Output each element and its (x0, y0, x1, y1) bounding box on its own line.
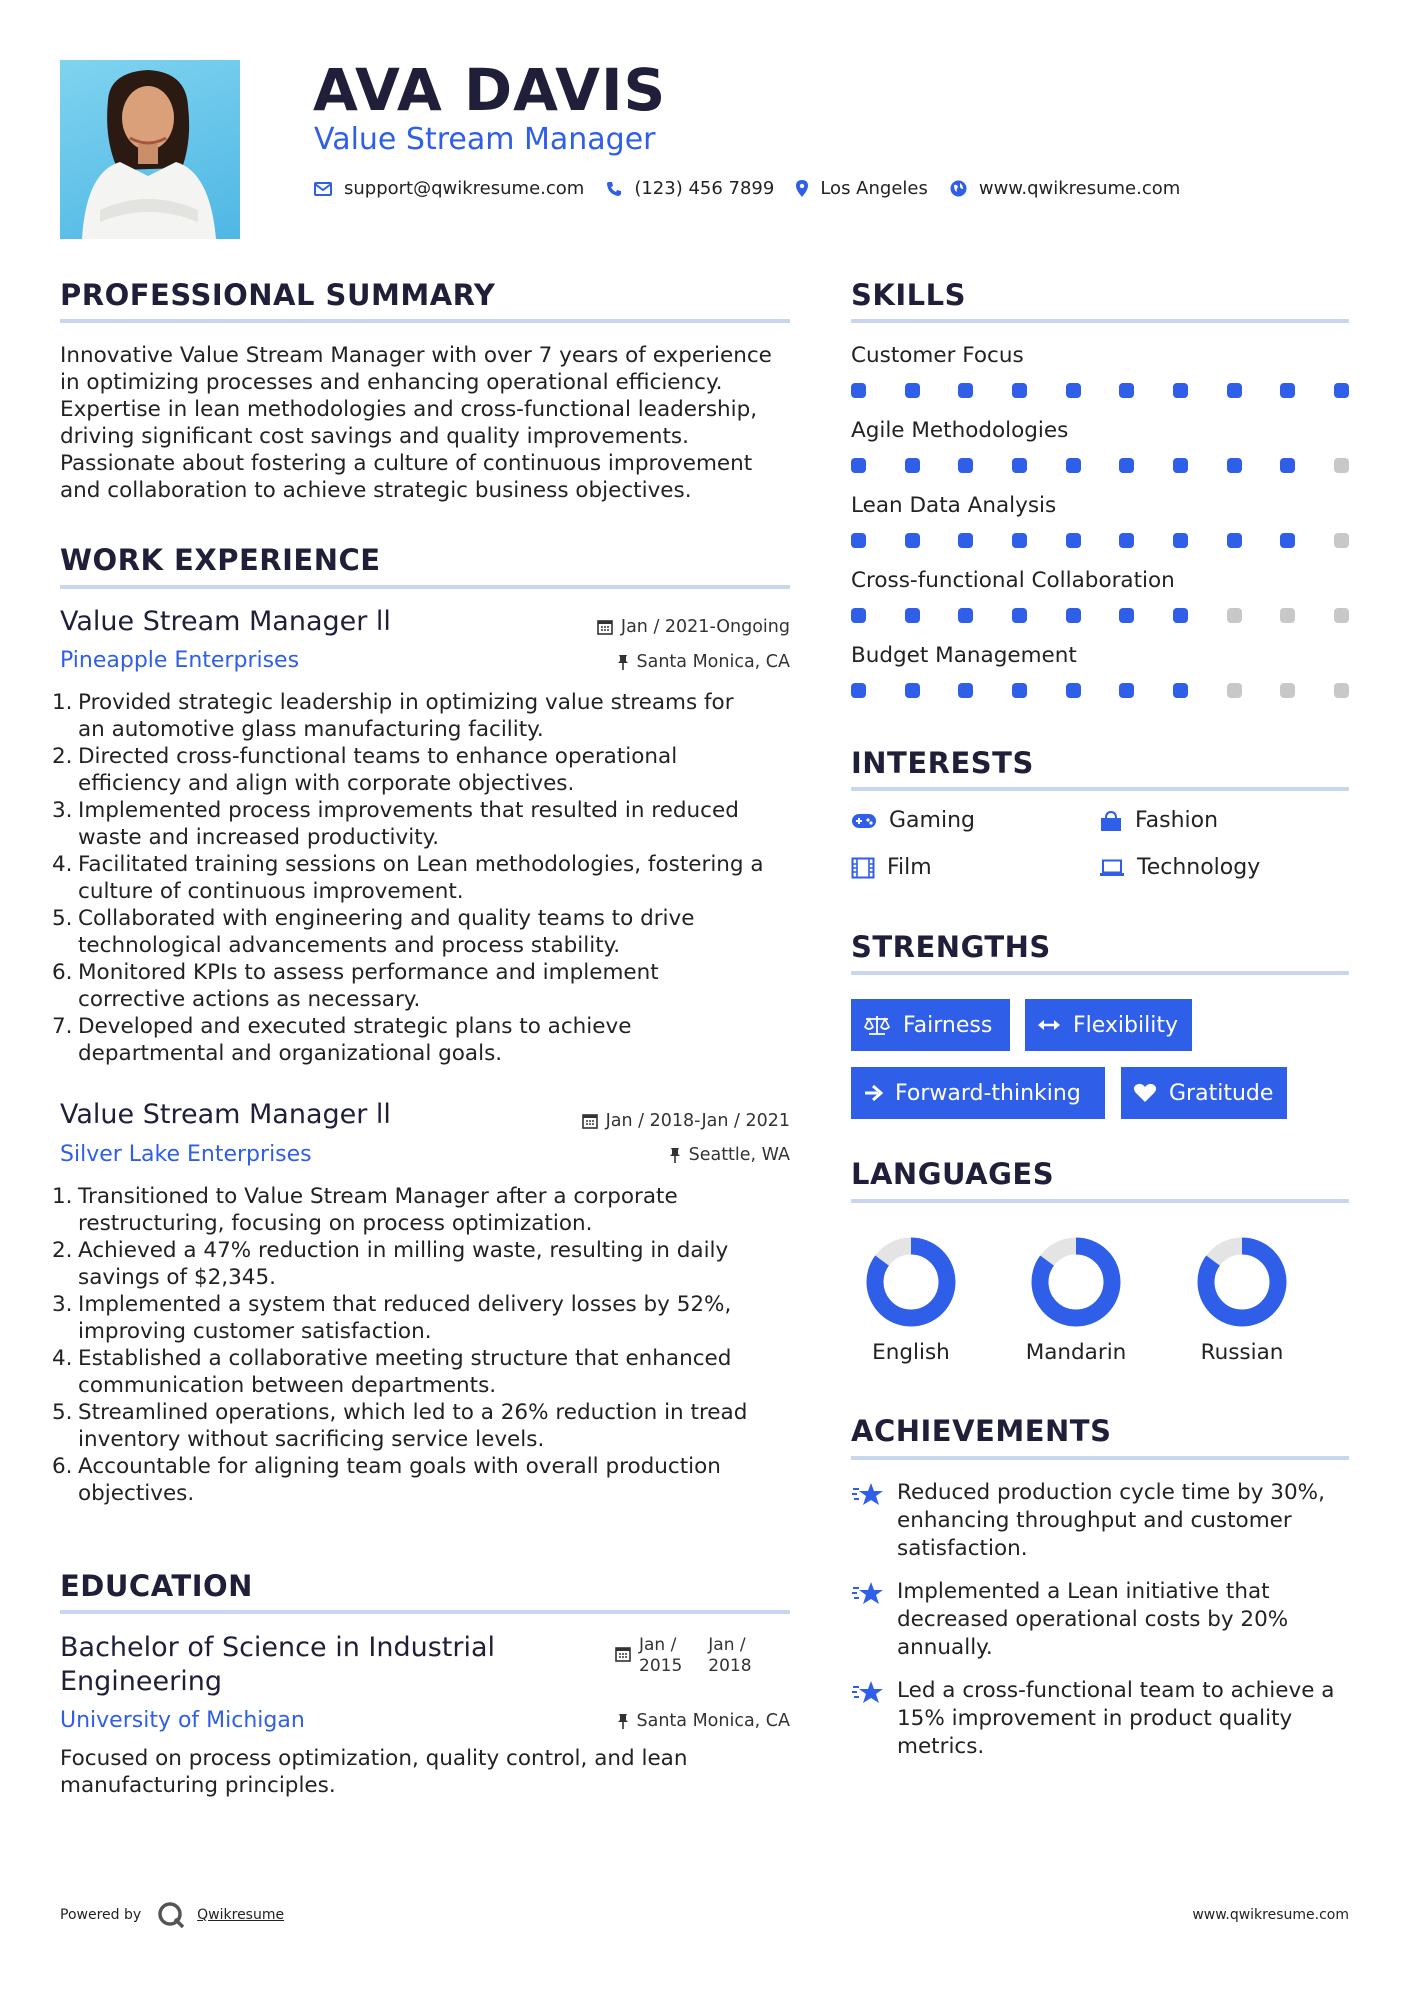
achievement-line: metrics. (897, 1734, 985, 1759)
job2-dates-text: Jan / 2018-Jan / 2021 (605, 1111, 790, 1131)
degree-line: Engineering (60, 1666, 222, 1697)
rating-dot-filled (1066, 458, 1081, 473)
rating-dot-filled (1119, 533, 1134, 548)
bullet-line: Collaborated with engineering and quality teams to drive (78, 906, 695, 931)
bullet-line: Implemented process improvements that resulted in reduced (78, 798, 739, 823)
strength-badge (1025, 999, 1192, 1051)
rating-dot-filled (1119, 458, 1134, 473)
bullet-number: 6. (52, 960, 73, 985)
education-start (639, 1635, 682, 1677)
calendar-icon (615, 1646, 631, 1662)
rating-dot-filled (1012, 533, 1027, 548)
list-item (52, 851, 810, 905)
job1-company: Pineapple Enterprises (60, 648, 300, 673)
bullet-line: Facilitated training sessions on Lean methodologies, fostering a (78, 852, 764, 877)
description-line: Focused on process optimization, quality control, and lean (60, 1746, 688, 1771)
rating-dot-filled (1012, 608, 1027, 623)
star-icon (851, 1580, 885, 1608)
skill-rating (851, 383, 1349, 398)
summary-line: in optimizing processes and enhancing operational efficiency. (60, 370, 723, 395)
work-heading: WORK EXPERIENCE (60, 543, 381, 577)
location-text: Los Angeles (820, 178, 928, 199)
list-item (52, 1237, 810, 1291)
pushpin-icon (669, 1147, 681, 1163)
interest-label: Technology (1137, 855, 1261, 880)
rating-dot-filled (1173, 608, 1188, 623)
rating-dot-filled (1066, 683, 1081, 698)
rating-dot-filled (1012, 383, 1027, 398)
bullet-line: Established a collaborative meeting structure that enhanced (78, 1346, 732, 1371)
bullet-number: 4. (52, 852, 73, 877)
rating-dot-filled (1227, 383, 1242, 398)
powered-by-text: Powered by (60, 1907, 142, 1923)
interest-label: Fashion (1135, 808, 1219, 833)
rating-dot-filled (851, 683, 866, 698)
skills-heading: SKILLS (851, 278, 966, 312)
achievement-text (897, 1578, 1288, 1662)
bullet-line: waste and increased productivity. (78, 825, 440, 850)
summary-text (60, 342, 800, 504)
education-location (617, 1711, 791, 1731)
bullet-number: 3. (52, 1292, 73, 1317)
rating-dot-filled (958, 383, 973, 398)
interest-label: Gaming (889, 808, 975, 833)
bullet-line: restructuring, focusing on process optimization. (78, 1211, 593, 1236)
strength-label: Gratitude (1169, 1080, 1274, 1106)
arrow-right-icon (863, 1084, 883, 1102)
bullet-line: Provided strategic leadership in optimizing value streams for (78, 690, 734, 715)
rating-dot-filled (851, 458, 866, 473)
map-marker-icon (796, 180, 808, 197)
rating-dot-empty (1334, 683, 1349, 698)
list-item (52, 797, 810, 851)
list-item (52, 1399, 810, 1453)
bullet-line: Directed cross-functional teams to enhance operational (78, 744, 678, 769)
bullet-line: technological advancements and process stability. (78, 933, 621, 958)
rating-dot-empty (1280, 608, 1295, 623)
job1-title: Value Stream Manager ll (60, 606, 391, 637)
list-item (52, 1291, 810, 1345)
job1-location-text: Santa Monica, CA (636, 652, 790, 672)
job2-title: Value Stream Manager ll (60, 1099, 391, 1130)
achievement-line: satisfaction. (897, 1536, 1028, 1561)
strength-badge (851, 1067, 1105, 1119)
summary-divider (60, 319, 790, 323)
rating-dot-filled (905, 683, 920, 698)
degree-title (60, 1631, 495, 1699)
globe-icon (950, 180, 967, 197)
achievement-item (851, 1479, 1351, 1563)
rating-dot-filled (905, 608, 920, 623)
rating-dot-empty (1334, 533, 1349, 548)
strength-badge (851, 999, 1010, 1051)
work-divider (60, 585, 790, 589)
achievement-item (851, 1578, 1351, 1662)
bullet-line: Developed and executed strategic plans to achieve (78, 1014, 632, 1039)
skill-name: Lean Data Analysis (851, 493, 1057, 518)
summary-heading: PROFESSIONAL SUMMARY (60, 278, 496, 312)
job2-dates (582, 1111, 790, 1131)
list-item (52, 689, 810, 743)
education-description (60, 1745, 800, 1799)
start-month: Jan / (639, 1635, 677, 1655)
rating-dot-filled (1119, 683, 1134, 698)
bullet-line: an automotive glass manufacturing facility. (78, 717, 544, 742)
strength-label: Flexibility (1073, 1012, 1178, 1038)
rating-dot-empty (1334, 458, 1349, 473)
qwikresume-logo-icon (155, 1900, 187, 1930)
bullet-line: Achieved a 47% reduction in milling waste, resulting in daily (78, 1238, 729, 1263)
bullet-number: 6. (52, 1454, 73, 1479)
language-donut (846, 1234, 976, 1330)
bullet-line: Transitioned to Value Stream Manager after a corporate (78, 1184, 678, 1209)
bullet-line: efficiency and align with corporate objectives. (78, 771, 575, 796)
rating-dot-filled (1119, 383, 1134, 398)
interest-item (1099, 808, 1218, 833)
language-name: English (872, 1340, 950, 1365)
rating-dot-filled (905, 533, 920, 548)
bullet-line: objectives. (78, 1481, 195, 1506)
pushpin-icon (617, 1713, 629, 1729)
bullet-line: improving customer satisfaction. (78, 1319, 432, 1344)
footer-website[interactable]: www.qwikresume.com (1192, 1907, 1349, 1923)
achievement-line: Reduced production cycle time by 30%, (897, 1480, 1325, 1505)
list-item (52, 1453, 810, 1507)
bullet-line: Streamlined operations, which led to a 26% reduction in tread (78, 1400, 748, 1425)
skill-name: Agile Methodologies (851, 418, 1069, 443)
star-icon (851, 1481, 885, 1509)
job1-bullets (52, 689, 810, 1067)
bullet-line: Accountable for aligning team goals with overall production (78, 1454, 721, 1479)
skill-name: Cross-functional Collaboration (851, 568, 1175, 593)
envelope-icon (314, 182, 332, 196)
donut-chart (863, 1234, 959, 1330)
job1-dates (597, 617, 790, 637)
rating-dot-filled (1334, 383, 1349, 398)
education-divider (60, 1610, 790, 1614)
job2-company: Silver Lake Enterprises (60, 1142, 312, 1167)
rating-dot-filled (958, 458, 973, 473)
donut-chart (1194, 1234, 1290, 1330)
arrows-horizontal-icon (1037, 1018, 1061, 1032)
languages-heading: LANGUAGES (851, 1157, 1055, 1191)
skill-rating (851, 683, 1349, 698)
contact-bar (314, 178, 1202, 199)
end-month: Jan / (708, 1635, 746, 1655)
achievement-line: enhancing throughput and customer (897, 1508, 1292, 1533)
strength-label: Fairness (903, 1012, 993, 1038)
contact-email[interactable] (314, 178, 584, 199)
rating-dot-filled (905, 458, 920, 473)
rating-dot-filled (851, 533, 866, 548)
heart-icon (1133, 1083, 1157, 1103)
language-donut (1177, 1234, 1307, 1330)
rating-dot-filled (958, 683, 973, 698)
rating-dot-filled (851, 608, 866, 623)
rating-dot-filled (1227, 458, 1242, 473)
achievement-line: decreased operational costs by 20% (897, 1607, 1289, 1632)
skill-rating (851, 458, 1349, 473)
rating-dot-filled (1280, 458, 1295, 473)
summary-line: Expertise in lean methodologies and cross-functional leadership, (60, 397, 758, 422)
bullet-number: 5. (52, 1400, 73, 1425)
bullet-number: 7. (52, 1014, 73, 1039)
pushpin-icon (617, 654, 629, 670)
interests-divider (851, 787, 1349, 791)
balance-scale-icon (863, 1014, 891, 1036)
contact-website[interactable] (950, 178, 1180, 199)
achievement-line: 15% improvement in product quality (897, 1706, 1293, 1731)
rating-dot-filled (1119, 608, 1134, 623)
bullet-line: Implemented a system that reduced delivery losses by 52%, (78, 1292, 732, 1317)
strength-badge (1121, 1067, 1287, 1119)
skill-rating (851, 533, 1349, 548)
achievement-line: Led a cross-functional team to achieve a (897, 1678, 1335, 1703)
donut-chart (1028, 1234, 1124, 1330)
rating-dot-filled (1280, 383, 1295, 398)
rating-dot-empty (1227, 608, 1242, 623)
rating-dot-filled (1173, 533, 1188, 548)
bullet-number: 5. (52, 906, 73, 931)
degree-line: Bachelor of Science in Industrial (60, 1632, 496, 1663)
phone-icon (606, 181, 622, 197)
interest-label: Film (887, 855, 932, 880)
rating-dot-empty (1280, 683, 1295, 698)
job1-location (617, 652, 791, 672)
rating-dot-filled (1012, 683, 1027, 698)
achievements-divider (851, 1456, 1349, 1460)
footer-powered-by (60, 1900, 284, 1930)
job2-location-text: Seattle, WA (688, 1145, 790, 1165)
film-icon (851, 857, 875, 879)
achievement-item (851, 1677, 1351, 1761)
education-dates (615, 1635, 752, 1677)
bullet-number: 1. (52, 690, 73, 715)
education-end (708, 1635, 751, 1677)
bullet-number: 4. (52, 1346, 73, 1371)
achievement-text (897, 1479, 1325, 1563)
bullet-line: departmental and organizational goals. (78, 1041, 503, 1066)
profile-photo (60, 60, 240, 239)
bullet-line: inventory without sacrificing service levels. (78, 1427, 545, 1452)
language-name: Russian (1200, 1340, 1284, 1365)
bullet-number: 1. (52, 1184, 73, 1209)
summary-line: Passionate about fostering a culture of continuous improvement (60, 451, 753, 476)
interests-heading: INTERESTS (851, 746, 1034, 780)
interest-item (851, 855, 932, 880)
skills-divider (851, 319, 1349, 323)
school-name: University of Michigan (60, 1708, 305, 1733)
email-text: support@qwikresume.com (344, 178, 585, 199)
skill-name: Budget Management (851, 643, 1077, 668)
rating-dot-filled (1173, 383, 1188, 398)
bullet-line: Monitored KPIs to assess performance and implement (78, 960, 659, 985)
list-item (52, 1183, 810, 1237)
rating-dot-filled (958, 533, 973, 548)
list-item (52, 743, 810, 797)
achievement-text (897, 1677, 1334, 1761)
summary-line: and collaboration to achieve strategic business objectives. (60, 478, 692, 503)
summary-line: driving significant cost savings and quality improvements. (60, 424, 689, 449)
rating-dot-filled (1012, 458, 1027, 473)
interest-item (1099, 855, 1260, 880)
skill-name: Customer Focus (851, 343, 1024, 368)
skill-rating (851, 608, 1349, 623)
rating-dot-filled (1173, 683, 1188, 698)
rating-dot-filled (851, 383, 866, 398)
summary-line: Innovative Value Stream Manager with over 7 years of experience (60, 343, 772, 368)
bullet-line: communication between departments. (78, 1373, 497, 1398)
list-item (52, 905, 810, 959)
education-heading: EDUCATION (60, 1569, 253, 1603)
star-icon (851, 1679, 885, 1707)
list-item (52, 959, 810, 1013)
achievement-line: Implemented a Lean initiative that (897, 1579, 1270, 1604)
rating-dot-filled (1280, 533, 1295, 548)
list-item (52, 1345, 810, 1399)
rating-dot-filled (905, 383, 920, 398)
bullet-line: corrective actions as necessary. (78, 987, 421, 1012)
language-name: Mandarin (1025, 1340, 1127, 1365)
website-text: www.qwikresume.com (978, 178, 1181, 199)
strengths-heading: STRENGTHS (851, 930, 1051, 964)
gamepad-icon (851, 812, 877, 830)
achievement-line: annually. (897, 1635, 993, 1660)
rating-dot-filled (1066, 533, 1081, 548)
rating-dot-empty (1334, 608, 1349, 623)
end-year: 2018 (708, 1656, 752, 1676)
candidate-name: AVA DAVIS (313, 56, 667, 124)
interest-item (851, 808, 975, 833)
bullet-number: 2. (52, 744, 73, 769)
contact-phone[interactable] (606, 178, 774, 199)
bullet-number: 2. (52, 1238, 73, 1263)
achievements-heading: ACHIEVEMENTS (851, 1414, 1112, 1448)
bullet-line: culture of continuous improvement. (78, 879, 464, 904)
rating-dot-filled (1066, 608, 1081, 623)
calendar-icon (582, 1113, 598, 1129)
list-item (52, 1013, 810, 1067)
language-donut (1011, 1234, 1141, 1330)
strength-label: Forward-thinking (895, 1080, 1081, 1106)
job-title: Value Stream Manager (314, 122, 656, 157)
rating-dot-filled (1066, 383, 1081, 398)
rating-dot-empty (1227, 683, 1242, 698)
job1-dates-text: Jan / 2021-Ongoing (620, 617, 790, 637)
job2-bullets (52, 1183, 810, 1507)
rating-dot-filled (958, 608, 973, 623)
contact-location (796, 178, 928, 199)
bullet-line: savings of $2,345. (78, 1265, 277, 1290)
job2-location (669, 1145, 790, 1165)
phone-text: (123) 456 7899 (634, 178, 775, 199)
start-year: 2015 (639, 1656, 683, 1676)
bullet-number: 3. (52, 798, 73, 823)
description-line: manufacturing principles. (60, 1773, 336, 1798)
rating-dot-filled (1173, 458, 1188, 473)
strengths-divider (851, 971, 1349, 975)
languages-divider (851, 1199, 1349, 1203)
laptop-icon (1099, 859, 1125, 877)
shopping-bag-icon (1099, 810, 1123, 832)
rating-dot-filled (1227, 533, 1242, 548)
calendar-icon (597, 619, 613, 635)
qwikresume-link[interactable]: Qwikresume (197, 1907, 285, 1923)
education-location-text: Santa Monica, CA (636, 1711, 790, 1731)
